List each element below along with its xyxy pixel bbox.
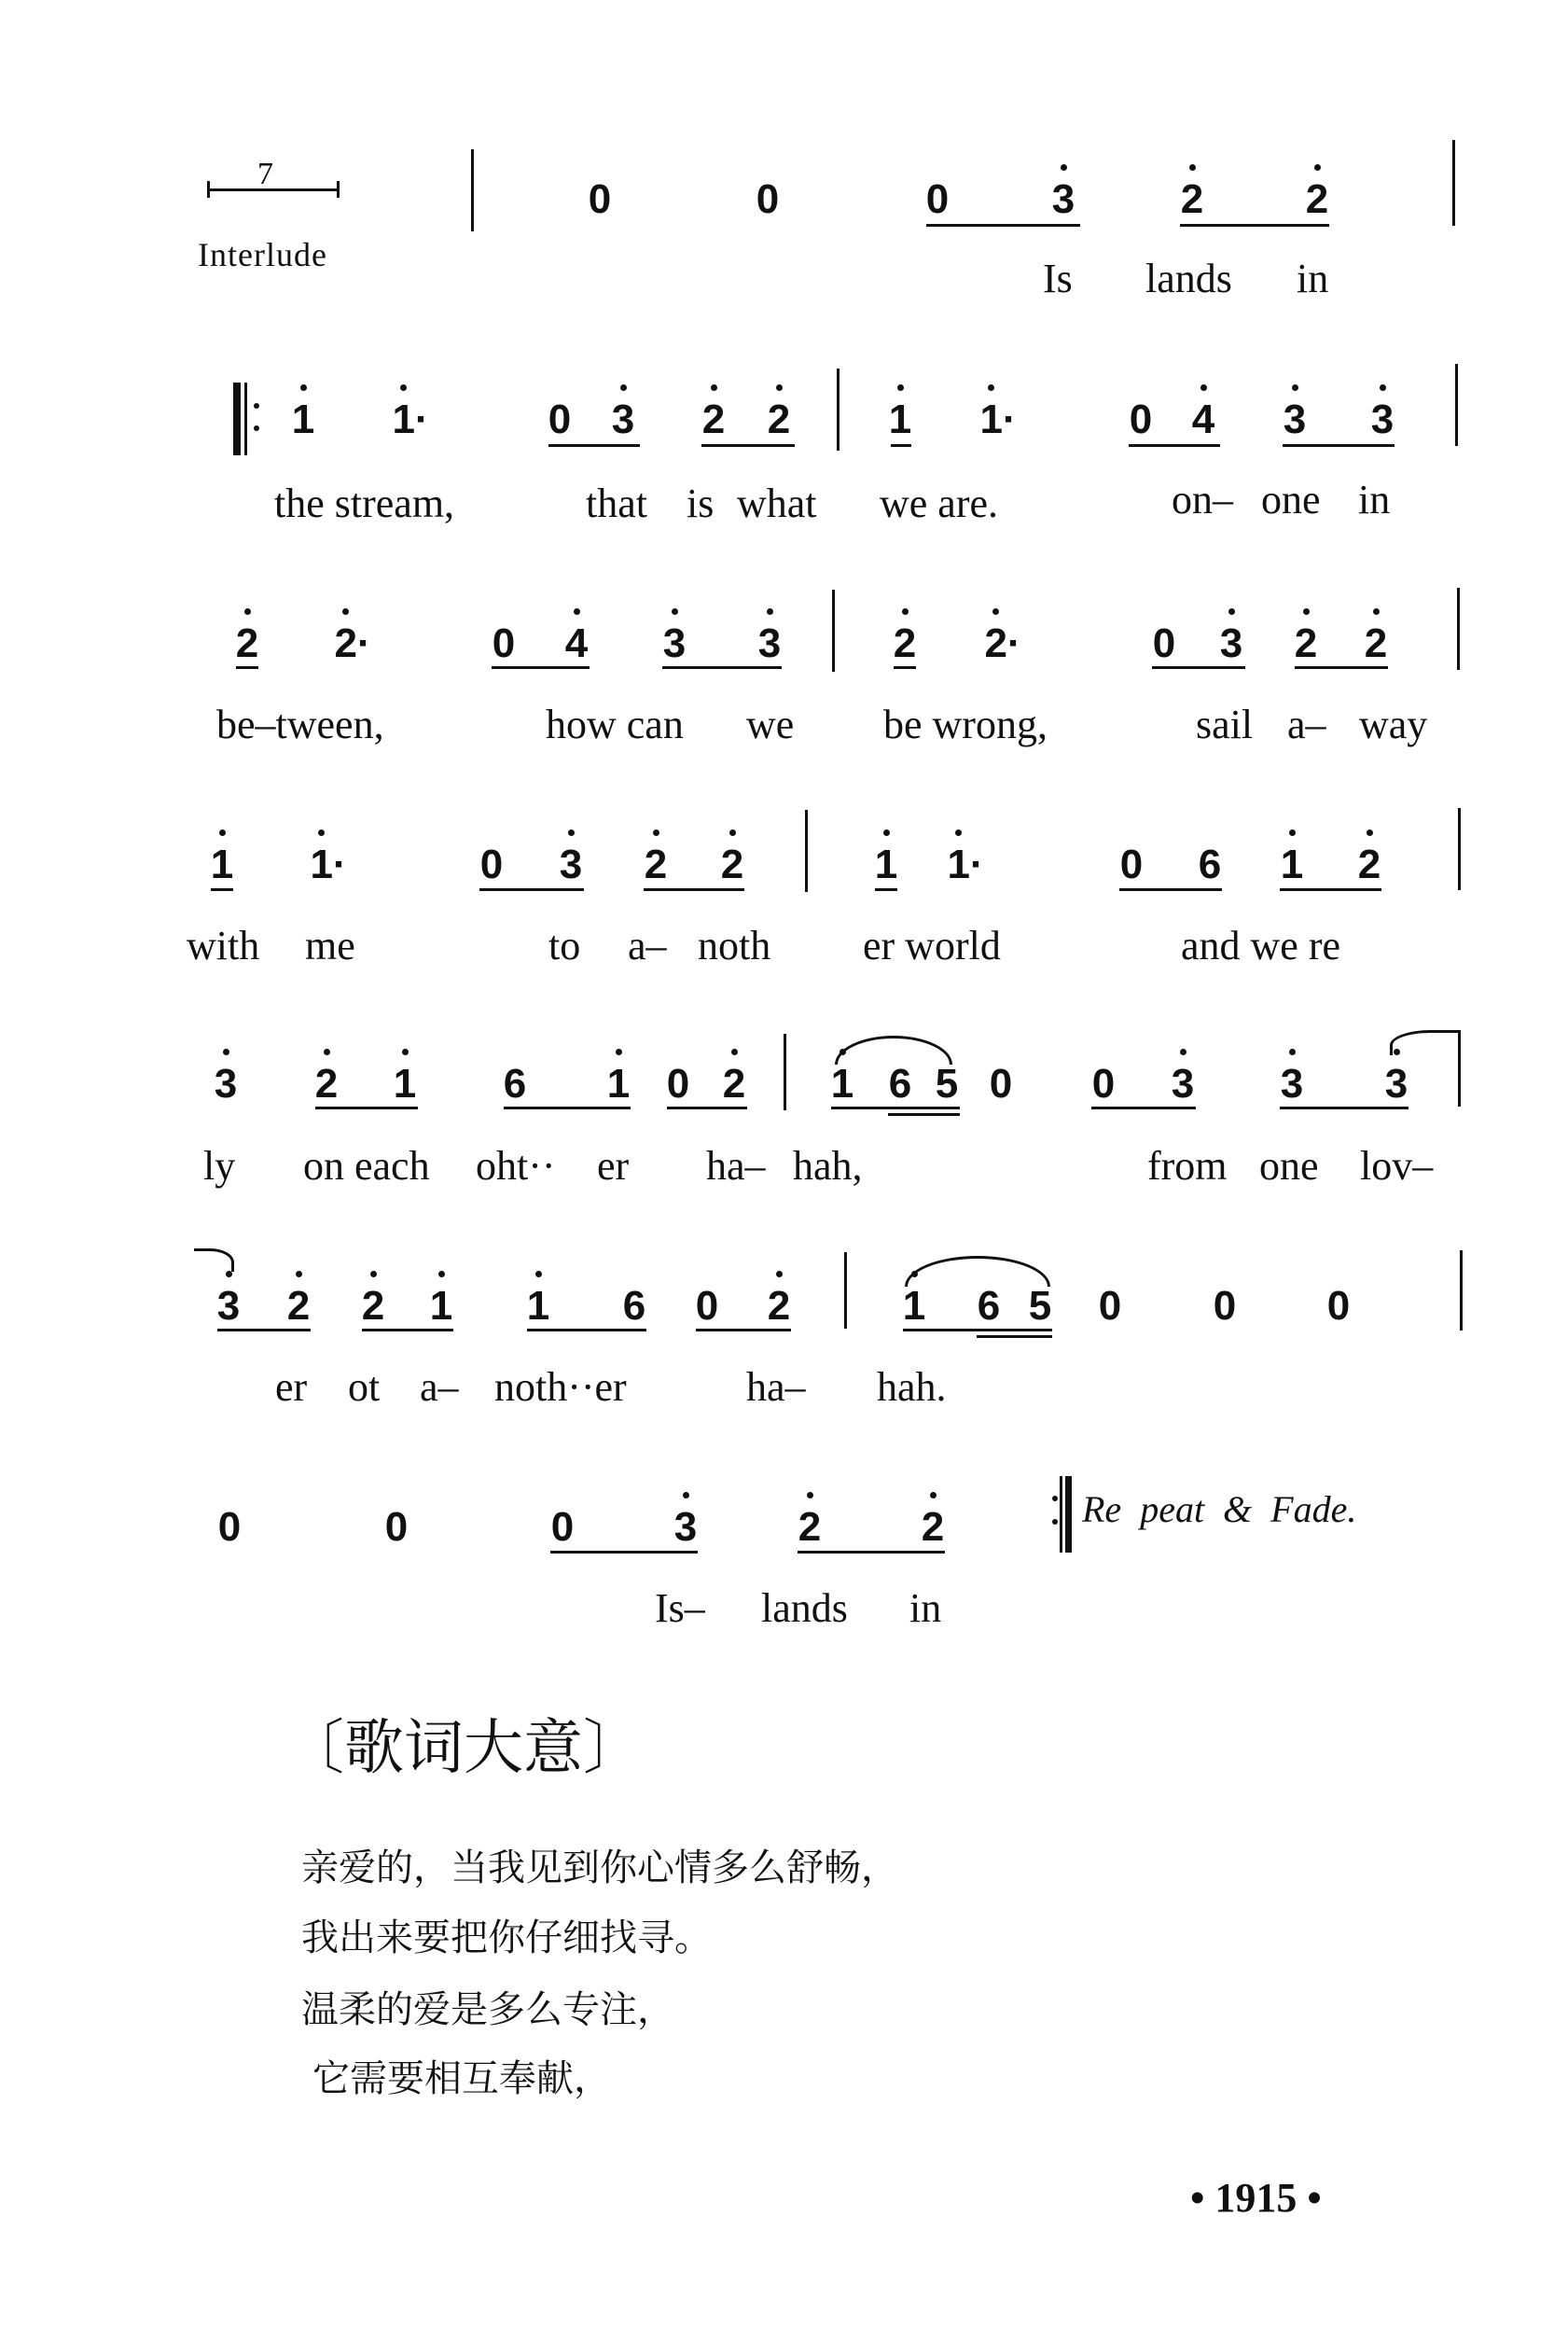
note: 0 bbox=[989, 1061, 1013, 1107]
barline bbox=[844, 1252, 847, 1329]
note-digit: 3 bbox=[662, 620, 687, 666]
note bbox=[881, 399, 919, 440]
note: 6 bbox=[888, 1061, 912, 1107]
note-digit: 2 bbox=[235, 620, 259, 666]
lyric: hah, bbox=[793, 1143, 863, 1189]
note: 0 bbox=[588, 176, 612, 222]
note-digit: 3 bbox=[1280, 1061, 1304, 1107]
note bbox=[1273, 844, 1311, 885]
tie-start bbox=[1390, 1030, 1458, 1055]
lyric: er bbox=[597, 1143, 630, 1189]
note-digit: 1 bbox=[393, 1061, 417, 1107]
note-digit: 2 bbox=[767, 1283, 791, 1329]
note-digit: 2 bbox=[314, 1061, 339, 1107]
note: 0 bbox=[1129, 397, 1153, 442]
note-digit: 1 bbox=[291, 397, 315, 442]
interlude-bracket bbox=[207, 188, 340, 191]
note-digit: 2 bbox=[1294, 620, 1318, 666]
underline bbox=[1280, 1107, 1408, 1109]
note-digit: 3 bbox=[1051, 176, 1075, 222]
underline-double bbox=[888, 1113, 960, 1116]
note bbox=[203, 844, 241, 885]
note-digit: 2 bbox=[286, 1283, 311, 1329]
note: 0 bbox=[479, 842, 504, 887]
note-digit: 2 bbox=[701, 397, 726, 442]
underline bbox=[236, 666, 258, 669]
note-digit: 2 bbox=[767, 397, 791, 442]
note bbox=[1273, 1061, 1311, 1107]
note bbox=[886, 620, 923, 666]
note-digit: 3 bbox=[1283, 397, 1307, 442]
underline bbox=[504, 1107, 631, 1109]
lyric: one bbox=[1261, 477, 1321, 523]
repeat-dot bbox=[1052, 1496, 1058, 1501]
underline bbox=[1152, 666, 1245, 669]
underline bbox=[315, 1107, 418, 1109]
lyrics-meaning-line: 我出来要把你仔细找寻。 bbox=[301, 1916, 712, 1959]
underline bbox=[667, 1107, 747, 1109]
note bbox=[207, 1061, 244, 1107]
note bbox=[386, 1061, 423, 1107]
note-digit: 2 bbox=[798, 1504, 822, 1550]
note-digit: 2 bbox=[1305, 176, 1329, 222]
note bbox=[1164, 1061, 1201, 1107]
lyric: ha– bbox=[706, 1143, 766, 1189]
note: 0 bbox=[1152, 620, 1176, 666]
repeat-start-thin bbox=[244, 383, 247, 455]
note-digit: 2 bbox=[361, 1283, 385, 1329]
lyric: ly bbox=[203, 1143, 236, 1189]
underline bbox=[1295, 666, 1388, 669]
barline bbox=[1460, 1250, 1463, 1331]
note bbox=[791, 1504, 828, 1550]
note bbox=[895, 1283, 933, 1329]
lyric: from bbox=[1147, 1143, 1228, 1189]
lyric: be wrong, bbox=[883, 702, 1048, 747]
note-digit: 1 bbox=[606, 1061, 631, 1107]
note-digit: 4 bbox=[1191, 397, 1215, 442]
lyric: a– bbox=[1287, 702, 1326, 747]
repeat-fade-instruction: Re peat & Fade. bbox=[1082, 1488, 1357, 1530]
tie-end bbox=[194, 1248, 234, 1272]
note-digit: 3 bbox=[673, 1504, 698, 1550]
note: 0 bbox=[548, 397, 572, 442]
note bbox=[984, 620, 1021, 666]
note-digit: 1 bbox=[874, 842, 898, 887]
note-digit: 2 bbox=[1364, 620, 1388, 666]
note: 0 bbox=[1119, 842, 1144, 887]
note bbox=[1185, 399, 1222, 440]
lyric: is bbox=[687, 481, 715, 526]
underline bbox=[644, 888, 744, 891]
repeat-start-thick bbox=[233, 383, 241, 455]
note bbox=[604, 399, 642, 440]
lyric: Is bbox=[1043, 256, 1073, 301]
bracket-tick-right bbox=[337, 181, 340, 198]
lyric: lov– bbox=[1360, 1143, 1434, 1189]
note: 0 bbox=[492, 620, 516, 666]
underline bbox=[1119, 888, 1222, 891]
lyric: a– bbox=[628, 923, 667, 968]
lyric: noth bbox=[698, 923, 771, 968]
note-digit: 1 bbox=[888, 397, 912, 442]
note bbox=[1287, 620, 1325, 666]
lyrics-meaning-line: 亲爱的，当我见到你心情多么舒畅， bbox=[301, 1846, 898, 1889]
barline bbox=[1452, 140, 1455, 226]
note-digit: 2 bbox=[921, 1504, 945, 1550]
note bbox=[1378, 1061, 1415, 1107]
underline bbox=[696, 1329, 791, 1331]
note bbox=[392, 399, 429, 440]
lyric: on each bbox=[303, 1143, 430, 1189]
repeat-dot bbox=[1052, 1519, 1058, 1525]
lyrics-meaning-heading: 〔歌词大意〕 bbox=[284, 1714, 643, 1783]
underline bbox=[891, 444, 911, 447]
lyric: way bbox=[1359, 702, 1428, 747]
lyric: a– bbox=[420, 1364, 459, 1410]
note bbox=[1364, 399, 1401, 440]
underline bbox=[1091, 1107, 1196, 1109]
underline bbox=[1129, 444, 1220, 447]
note: 0 bbox=[1098, 1283, 1122, 1329]
note-digit: 1 bbox=[902, 1283, 926, 1329]
note: 0 bbox=[756, 176, 780, 222]
note: 0 bbox=[217, 1504, 242, 1550]
note bbox=[1276, 399, 1313, 440]
note bbox=[715, 1061, 753, 1107]
note bbox=[210, 1283, 247, 1329]
note-digit: 1· bbox=[310, 842, 347, 887]
note bbox=[1213, 620, 1250, 666]
interlude-label: Interlude bbox=[198, 236, 327, 273]
underline-double bbox=[977, 1335, 1052, 1338]
lyric: noth··er bbox=[494, 1364, 627, 1410]
lyric: lands bbox=[761, 1585, 848, 1631]
note: 0 bbox=[1326, 1283, 1351, 1329]
lyric: in bbox=[1297, 256, 1329, 301]
underline bbox=[894, 666, 916, 669]
lyric: in bbox=[909, 1585, 942, 1631]
barline bbox=[1458, 1030, 1461, 1107]
underline bbox=[548, 444, 640, 447]
note bbox=[229, 620, 266, 666]
underline bbox=[875, 888, 897, 891]
note: 0 bbox=[925, 176, 950, 222]
note bbox=[867, 844, 905, 885]
bracket-tick-left bbox=[207, 181, 210, 198]
lyric: be–tween, bbox=[216, 702, 384, 747]
note-digit: 1 bbox=[429, 1283, 453, 1329]
barline bbox=[837, 369, 840, 451]
underline bbox=[550, 1551, 698, 1554]
repeat-dot bbox=[254, 403, 259, 409]
underline bbox=[798, 1551, 945, 1554]
note: 6 bbox=[622, 1283, 646, 1329]
note bbox=[1045, 176, 1082, 222]
note bbox=[308, 1061, 345, 1107]
underline bbox=[492, 666, 590, 669]
note bbox=[520, 1283, 557, 1329]
barline bbox=[1458, 808, 1461, 890]
lyrics-meaning-line: 它需要相互奉献， bbox=[312, 2057, 611, 2100]
note bbox=[354, 1283, 392, 1329]
lyric: what bbox=[737, 481, 817, 526]
note: 6 bbox=[1198, 842, 1222, 887]
note-digit: 2 bbox=[1357, 842, 1381, 887]
underline bbox=[926, 224, 1080, 227]
note: 5 bbox=[935, 1061, 959, 1107]
barline bbox=[1455, 364, 1458, 446]
note-digit: 3 bbox=[214, 1061, 238, 1107]
lyric: to bbox=[548, 923, 581, 968]
note-digit: 2 bbox=[644, 842, 668, 887]
repeat-end-thick bbox=[1065, 1476, 1072, 1553]
note-digit: 1· bbox=[979, 397, 1017, 442]
note-digit: 3 bbox=[611, 397, 635, 442]
lyric: er bbox=[275, 1364, 308, 1410]
note bbox=[558, 620, 595, 666]
note bbox=[760, 399, 798, 440]
lyric: the stream, bbox=[274, 481, 455, 526]
lyrics-meaning-line: 温柔的爱是多么专注， bbox=[301, 1988, 674, 2031]
note bbox=[979, 399, 1017, 440]
note: 0 bbox=[550, 1504, 575, 1550]
lyric: oht·· bbox=[476, 1143, 556, 1189]
underline bbox=[211, 888, 233, 891]
lyric: ot bbox=[348, 1364, 381, 1410]
note bbox=[310, 844, 347, 885]
lyric: sail bbox=[1196, 702, 1254, 747]
lyric: Is– bbox=[655, 1585, 705, 1631]
barline bbox=[832, 590, 835, 672]
note: 6 bbox=[977, 1283, 1001, 1329]
note-digit: 2· bbox=[984, 620, 1021, 666]
note-digit: 2· bbox=[334, 620, 371, 666]
note-digit: 4 bbox=[564, 620, 589, 666]
note-digit: 1 bbox=[830, 1061, 854, 1107]
lyric: that bbox=[586, 481, 647, 526]
barline bbox=[1457, 588, 1460, 670]
barline bbox=[471, 149, 474, 231]
note bbox=[656, 620, 693, 666]
note-digit: 1 bbox=[210, 842, 234, 887]
note bbox=[552, 844, 590, 885]
underline bbox=[1283, 444, 1395, 447]
note: 6 bbox=[503, 1061, 527, 1107]
note-digit: 3 bbox=[1219, 620, 1243, 666]
lyric: how can bbox=[546, 702, 684, 747]
lyric: one bbox=[1259, 1143, 1319, 1189]
note bbox=[914, 1504, 951, 1550]
note bbox=[600, 1061, 637, 1107]
note bbox=[284, 399, 322, 440]
underline bbox=[831, 1107, 960, 1109]
underline bbox=[903, 1329, 1052, 1331]
note-digit: 3 bbox=[757, 620, 782, 666]
lyric: in bbox=[1358, 477, 1391, 523]
underline bbox=[1180, 224, 1329, 227]
lyric: we are. bbox=[880, 481, 999, 526]
note-digit: 3 bbox=[559, 842, 583, 887]
note-digit: 1· bbox=[947, 842, 984, 887]
repeat-dot bbox=[254, 425, 259, 431]
underline bbox=[701, 444, 795, 447]
note bbox=[334, 620, 371, 666]
interlude-count: 7 bbox=[257, 157, 273, 191]
note bbox=[760, 1283, 798, 1329]
lyric: with bbox=[187, 923, 260, 968]
lyric: ha– bbox=[746, 1364, 806, 1410]
note: 0 bbox=[384, 1504, 409, 1550]
note-digit: 3 bbox=[1370, 397, 1395, 442]
note bbox=[667, 1504, 704, 1550]
underline bbox=[1280, 888, 1381, 891]
lyric: and we re bbox=[1181, 923, 1341, 968]
lyric: hah. bbox=[877, 1364, 947, 1410]
note bbox=[280, 1283, 317, 1329]
barline bbox=[805, 810, 808, 892]
lyric: lands bbox=[1145, 256, 1232, 301]
note-digit: 1 bbox=[526, 1283, 550, 1329]
note bbox=[1357, 620, 1395, 666]
note: 5 bbox=[1028, 1283, 1052, 1329]
note-digit: 3 bbox=[1384, 1061, 1408, 1107]
underline bbox=[362, 1329, 453, 1331]
note-digit: 2 bbox=[720, 842, 744, 887]
underline bbox=[527, 1329, 646, 1331]
underline bbox=[479, 888, 584, 891]
note: 0 bbox=[1091, 1061, 1116, 1107]
note-digit: 3 bbox=[1171, 1061, 1195, 1107]
note: 0 bbox=[1213, 1283, 1237, 1329]
note bbox=[423, 1283, 460, 1329]
note bbox=[637, 844, 674, 885]
note-digit: 1· bbox=[392, 397, 429, 442]
note-digit: 2 bbox=[893, 620, 917, 666]
page-number: • 1915 • bbox=[1190, 2175, 1322, 2221]
note bbox=[1298, 176, 1336, 222]
note bbox=[824, 1061, 861, 1107]
repeat-end-thin bbox=[1060, 1476, 1062, 1553]
note: 0 bbox=[695, 1283, 719, 1329]
note bbox=[695, 399, 732, 440]
note-digit: 1 bbox=[1280, 842, 1304, 887]
note bbox=[714, 844, 751, 885]
note bbox=[947, 844, 984, 885]
barline bbox=[784, 1034, 786, 1110]
note: 0 bbox=[666, 1061, 690, 1107]
note-digit: 2 bbox=[1180, 176, 1204, 222]
lyric: on– bbox=[1172, 477, 1233, 523]
underline bbox=[217, 1329, 311, 1331]
lyric: me bbox=[305, 923, 355, 968]
lyric: er world bbox=[863, 923, 1001, 968]
note bbox=[1173, 176, 1211, 222]
note bbox=[1351, 844, 1388, 885]
lyric: we bbox=[746, 702, 795, 747]
note-digit: 2 bbox=[722, 1061, 746, 1107]
note-digit: 3 bbox=[216, 1283, 241, 1329]
underline bbox=[662, 666, 782, 669]
note bbox=[751, 620, 788, 666]
